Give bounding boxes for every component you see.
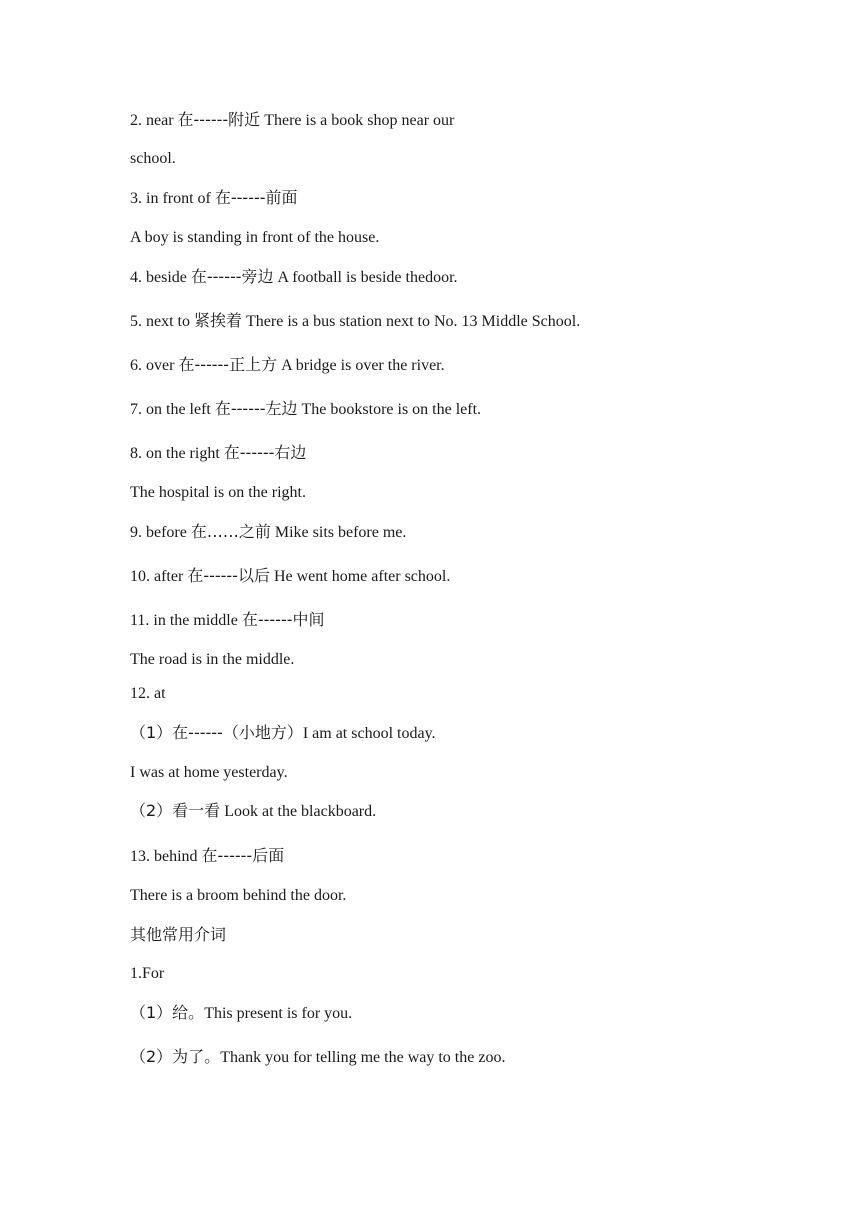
text-line: [130, 522, 406, 543]
text-en: A bridge is over the river.: [277, 357, 445, 374]
text-line: [130, 723, 436, 744]
text-en: There is a broom behind the door.: [130, 887, 347, 904]
text-line: [130, 846, 284, 867]
text-line: [130, 267, 458, 288]
text-en: Look at the blackboard.: [220, 803, 377, 820]
text-en: 4. beside: [130, 269, 191, 286]
text-zh: 在------前面: [214, 188, 298, 207]
text-line: [130, 227, 379, 248]
text-line: [130, 355, 445, 376]
text-zh: 在------中间: [241, 610, 325, 629]
text-en: 6. over: [130, 357, 179, 374]
text-line: [130, 148, 176, 169]
text-en: I am at school today.: [302, 725, 436, 742]
text-en: The hospital is on the right.: [130, 484, 306, 501]
text-en: There is a bus station next to No. 13 Middle School.: [242, 313, 581, 330]
text-line: [130, 399, 481, 420]
text-en: 13. behind: [130, 848, 202, 865]
text-zh: 在……之前: [190, 522, 271, 541]
text-en: Mike sits before me.: [270, 524, 407, 541]
text-en: 1.For: [130, 965, 165, 982]
text-en: 8. on the right: [130, 445, 224, 462]
text-line: [130, 110, 454, 131]
text-zh: 在------右边: [223, 443, 307, 462]
text-zh: 在------左边: [214, 399, 298, 418]
text-line: [130, 188, 298, 209]
text-line: [130, 482, 306, 503]
text-line: [130, 1047, 505, 1068]
text-en: This present is for you.: [204, 1005, 353, 1022]
text-line: [130, 649, 294, 670]
text-en: There is a book shop near our: [260, 112, 455, 129]
text-zh: （1）在------（小地方）: [130, 723, 303, 742]
text-en: The bookstore is on the left.: [297, 401, 482, 418]
text-en: He went home after school.: [269, 568, 451, 585]
text-zh: （1）给。: [130, 1003, 205, 1022]
text-en: 9. before: [130, 524, 191, 541]
text-en: 3. in front of: [130, 190, 215, 207]
text-en: 11. in the middle: [130, 612, 242, 629]
text-en: 10. after: [130, 568, 188, 585]
text-zh: （2）看一看: [130, 801, 221, 820]
text-zh: 在------正上方: [178, 355, 278, 374]
text-zh: 其他常用介词: [130, 925, 227, 944]
text-line: [130, 566, 450, 587]
text-line: [130, 683, 166, 704]
text-zh: （2）为了。: [130, 1047, 221, 1066]
text-zh: 在------附近: [177, 110, 261, 129]
text-en: 5. next to: [130, 313, 194, 330]
text-en: school.: [130, 150, 176, 167]
text-en: 2. near: [130, 112, 178, 129]
text-en: 12. at: [130, 685, 166, 702]
text-line: [130, 885, 346, 906]
text-line: [130, 762, 288, 783]
text-zh: 在------以后: [187, 566, 270, 585]
section-heading: [130, 925, 226, 946]
text-line: [130, 443, 306, 464]
text-line: [130, 1003, 352, 1024]
text-zh: 紧挨着: [194, 311, 243, 330]
text-zh: 在------后面: [201, 846, 285, 865]
text-line: [130, 963, 164, 984]
text-line: [130, 311, 580, 332]
text-line: [130, 801, 376, 822]
text-line: [130, 610, 325, 631]
text-en: Thank you for telling me the way to the zoo.: [220, 1049, 506, 1066]
text-en: 7. on the left: [130, 401, 215, 418]
text-en: A boy is standing in front of the house.: [130, 229, 380, 246]
text-en: The road is in the middle.: [130, 651, 295, 668]
text-en: A football is beside thedoor.: [273, 269, 458, 286]
text-en: I was at home yesterday.: [130, 764, 288, 781]
text-zh: 在------旁边: [190, 267, 274, 286]
